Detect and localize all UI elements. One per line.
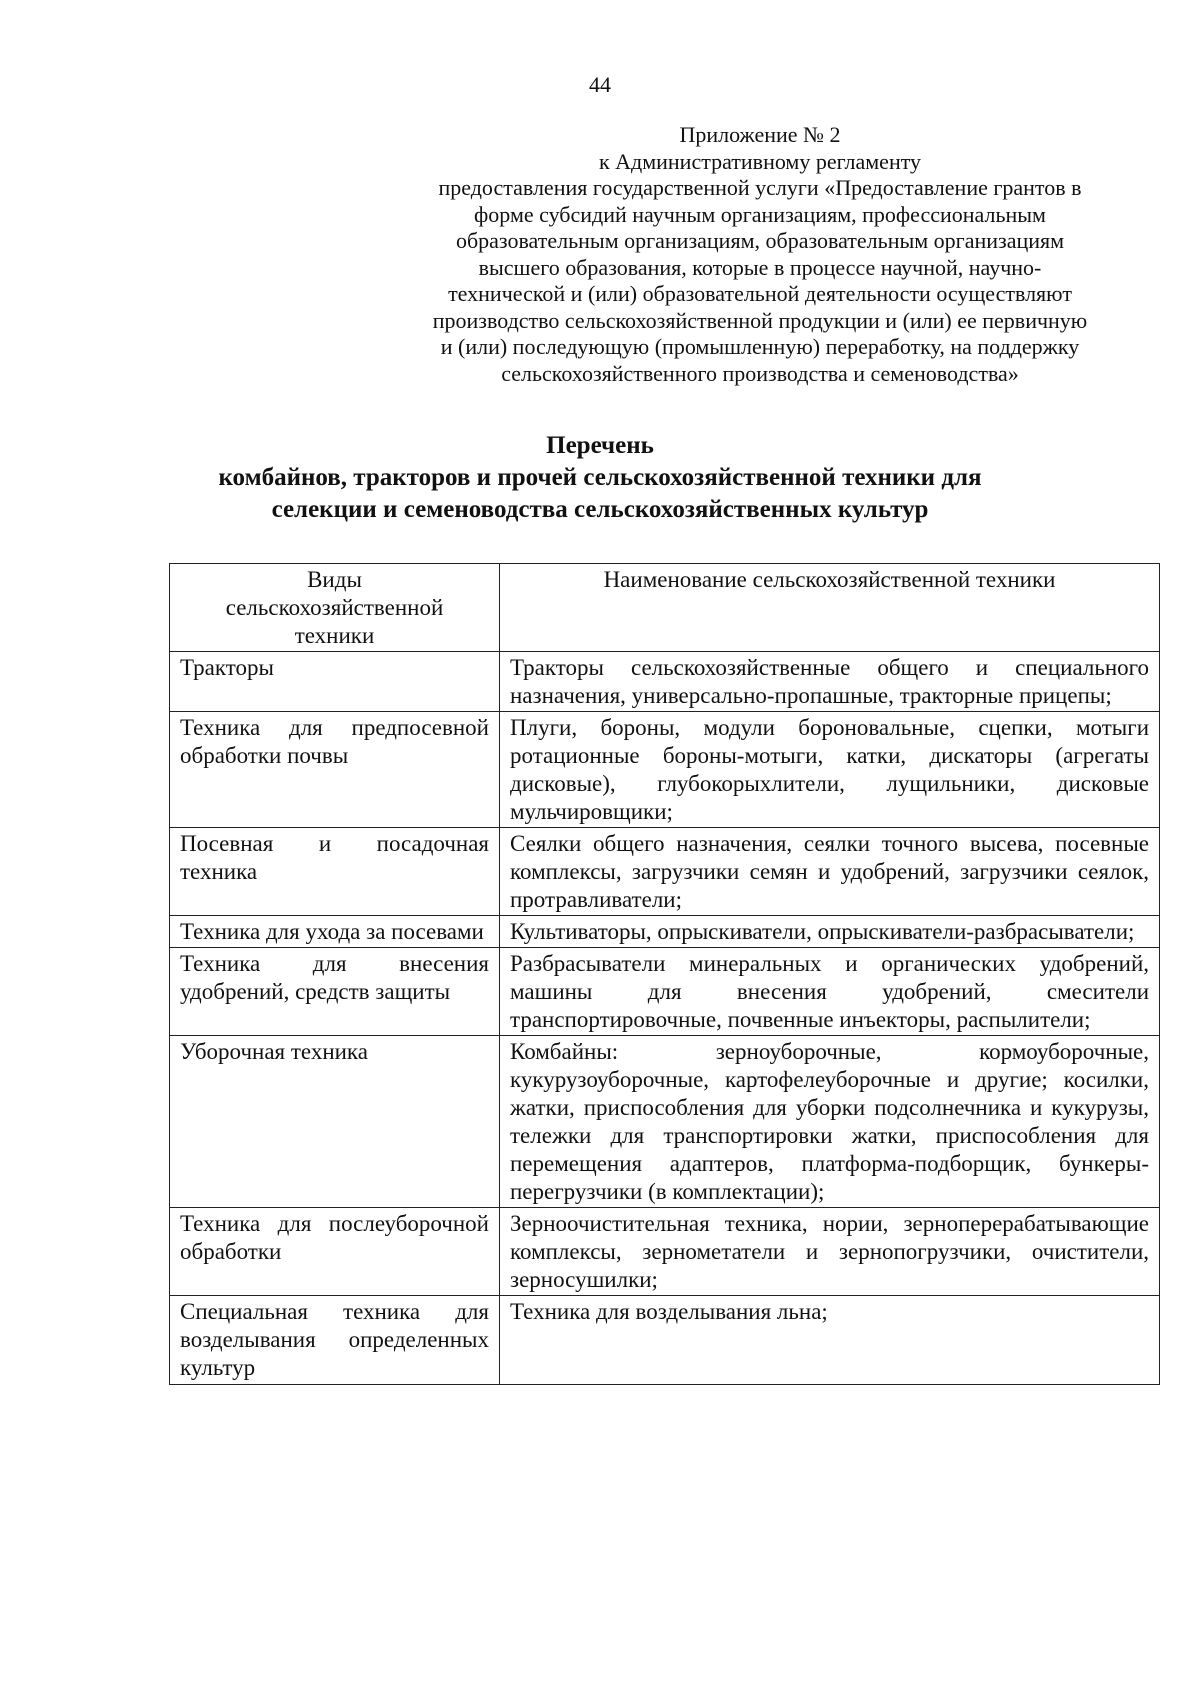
row-items: Техника для возделывания льна; xyxy=(500,1296,1160,1385)
title-line: Перечень xyxy=(546,432,654,459)
table-row xyxy=(170,828,1160,916)
table-header-row xyxy=(170,564,1160,652)
appendix-line: образовательным организациям, образовательным организациям xyxy=(455,228,1065,253)
header-kind: Виды сельскохозяйственной техники xyxy=(170,564,500,652)
appendix-line: технической и (или) образовательной деятельности осуществляют xyxy=(448,281,1072,306)
row-kind: Техника для ухода за посевами xyxy=(170,916,500,948)
table-row xyxy=(170,1296,1160,1385)
table-row xyxy=(170,652,1160,712)
row-items: Тракторы сельскохозяйственные общего и специального назначения, универсально-пропашные, тракторные прицепы; xyxy=(500,652,1160,712)
appendix-line: предоставления государственной услуги «Предоставление грантов в xyxy=(438,175,1082,200)
table-row xyxy=(170,1036,1160,1208)
title-line: селекции и семеноводства сельскохозяйственных культур xyxy=(271,496,929,523)
row-items: Сеялки общего назначения, сеялки точного высева, посевные комплексы, загрузчики семян и удобрений, загрузчики сеялок, протравливатели; xyxy=(500,828,1160,916)
appendix-line: сельскохозяйственного производства и семеноводства» xyxy=(501,360,1019,386)
table-row xyxy=(170,948,1160,1036)
row-kind: Тракторы xyxy=(170,652,500,712)
appendix-header xyxy=(400,122,1120,387)
title-line: комбайнов, тракторов и прочей сельскохозяйственной техники для xyxy=(218,464,982,491)
row-kind: Уборочная техника xyxy=(170,1036,500,1208)
table-row xyxy=(170,712,1160,828)
appendix-line: форме субсидий научным организациям, профессиональным xyxy=(474,201,1046,227)
appendix-line: высшего образования, которые в процессе научной, научно- xyxy=(478,254,1042,280)
table-row xyxy=(170,916,1160,948)
appendix-line: Приложение № 2 xyxy=(679,122,841,147)
table-row xyxy=(170,1208,1160,1296)
row-kind: Посевная и посадочная техника xyxy=(170,828,500,916)
appendix-line: и (или) последующую (промышленную) переработку, на поддержку xyxy=(440,334,1080,359)
row-kind: Техника для предпосевной обработки почвы xyxy=(170,712,500,828)
appendix-line: производство сельскохозяйственной продукции и (или) ее первичную xyxy=(432,307,1088,333)
row-kind: Специальная техника для возделывания определенных культур xyxy=(170,1296,500,1385)
row-items: Плуги, бороны, модули бороновальные, сцепки, мотыги ротационные бороны-мотыги, катки, дискаторы (агрегаты дисковые), глубокорыхлители, лущильники, дисковые мульчировщики; xyxy=(500,712,1160,828)
row-items: Культиваторы, опрыскиватели, опрыскиватели-разбрасыватели; xyxy=(500,916,1160,948)
row-items: Зерноочистительная техника, нории, зерноперерабатывающие комплексы, зернометатели и зернопогрузчики, очистители, зерносушилки; xyxy=(500,1208,1160,1296)
row-items: Комбайны: зерноуборочные, кормоуборочные, кукурузоуборочные, картофелеуборочные и другие; косилки, жатки, приспособления для уборки подсолнечника и кукурузы, тележки для транспортировки жатки, приспособления для перемещения адаптеров, платформа-подборщик, бункеры-перегрузчики (в комплектации); xyxy=(500,1036,1160,1208)
row-kind: Техника для послеуборочной обработки xyxy=(170,1208,500,1296)
equipment-table xyxy=(169,563,1160,1385)
document-title xyxy=(160,430,1040,526)
row-items: Разбрасыватели минеральных и органических удобрений, машины для внесения удобрений, смесители транспортировочные, почвенные инъекторы, распылители; xyxy=(500,948,1160,1036)
header-items: Наименование сельскохозяйственной техники xyxy=(500,564,1160,652)
page-number: 44 xyxy=(589,72,611,97)
row-kind: Техника для внесения удобрений, средств защиты xyxy=(170,948,500,1036)
appendix-line: к Административному регламенту xyxy=(598,148,922,174)
